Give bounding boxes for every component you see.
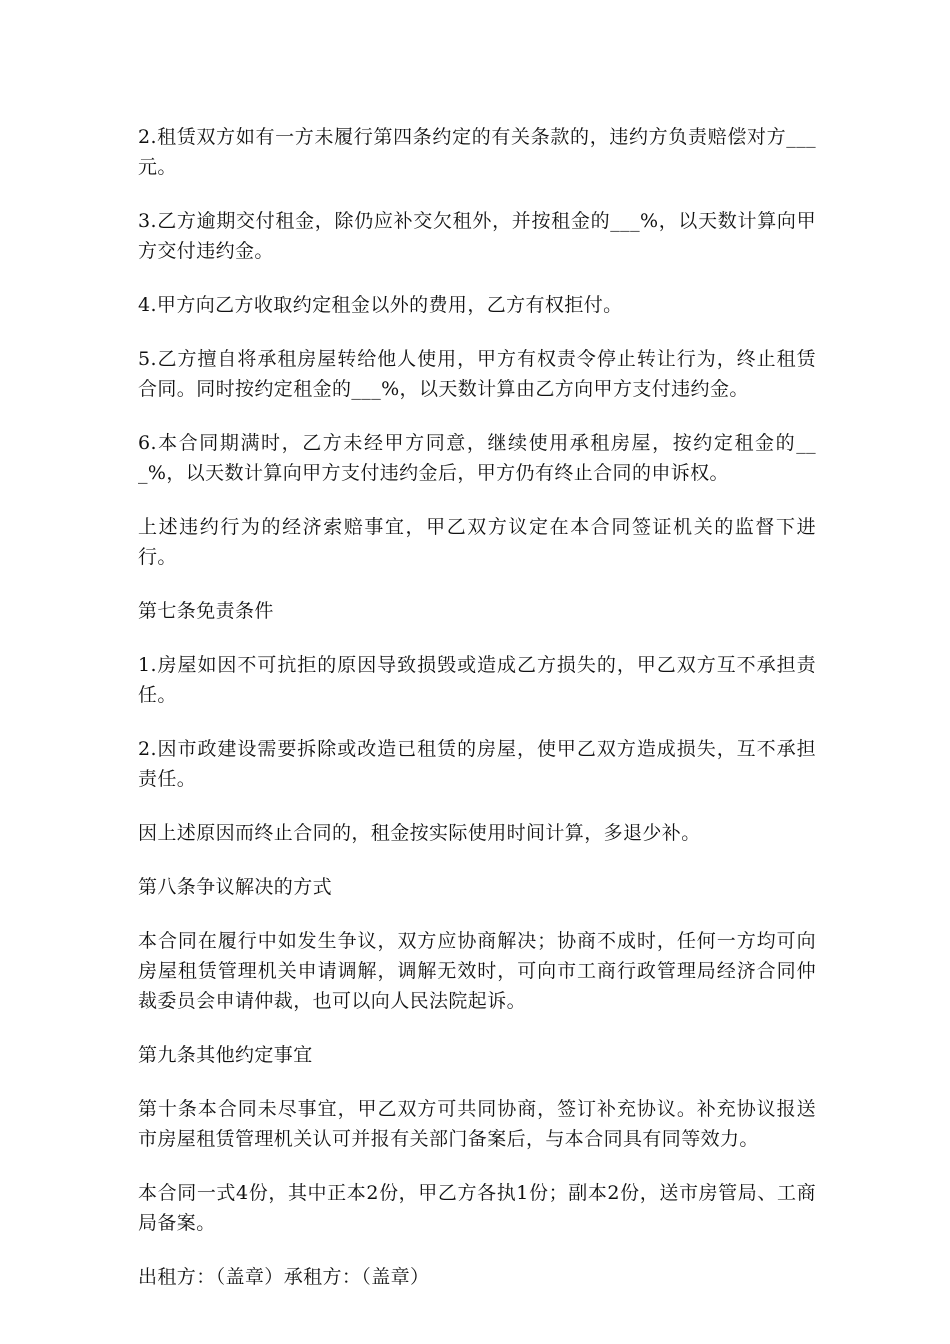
clause-6-overstay: 6.本合同期满时，乙方未经甲方同意，继续使用承租房屋，按约定租金的___%，以天数计算向甲方支付违约金后，甲方仍有终止合同的申诉权。	[138, 432, 816, 484]
signature-line: 出租方：（盖章）承租方：（盖章）	[138, 1266, 430, 1288]
article-7-item-2: 2.因市政建设需要拆除或改造已租赁的房屋，使甲乙双方造成损失，互不承担责任。	[138, 738, 816, 790]
clause-2-breach-compensation: 2.租赁双方如有一方未履行第四条约定的有关条款的，违约方负责赔偿对方___元。	[138, 126, 816, 178]
article-9-heading: 第九条其他约定事宜	[138, 1044, 313, 1066]
article-7-heading: 第七条免责条件	[138, 600, 274, 622]
clause-5-unauthorized-sublet: 5.乙方擅自将承租房屋转给他人使用，甲方有权责令停止转让行为，终止租赁合同。同时按约定租金的___%，以天数计算由乙方向甲方支付违约金。	[138, 348, 816, 400]
document-body	[138, 122, 816, 1316]
breach-claims-supervision: 上述违约行为的经济索赔事宜，甲乙双方议定在本合同签证机关的监督下进行。	[138, 516, 816, 568]
article-10-body: 第十条本合同未尽事宜，甲乙双方可共同协商，签订补充协议。补充协议报送市房屋租赁管理机关认可并报有关部门备案后，与本合同具有同等效力。	[138, 1098, 816, 1150]
clause-3-late-rent-penalty: 3.乙方逾期交付租金，除仍应补交欠租外，并按租金的___%，以天数计算向甲方交付违约金。	[138, 210, 816, 262]
article-7-settlement: 因上述原因而终止合同的，租金按实际使用时间计算，多退少补。	[138, 822, 701, 844]
clause-4-extra-fees: 4.甲方向乙方收取约定租金以外的费用，乙方有权拒付。	[138, 294, 623, 316]
article-8-body: 本合同在履行中如发生争议，双方应协商解决；协商不成时，任何一方均可向房屋租赁管理机关申请调解，调解无效时，可向市工商行政管理局经济合同仲裁委员会申请仲裁，也可以向人民法院起诉。	[138, 930, 816, 1012]
article-7-item-1: 1.房屋如因不可抗拒的原因导致损毁或造成乙方损失的，甲乙双方互不承担责任。	[138, 654, 816, 706]
article-8-heading: 第八条争议解决的方式	[138, 876, 333, 898]
copies-clause: 本合同一式4份，其中正本2份，甲乙方各执1份；副本2份，送市房管局、工商局备案。	[138, 1182, 816, 1234]
